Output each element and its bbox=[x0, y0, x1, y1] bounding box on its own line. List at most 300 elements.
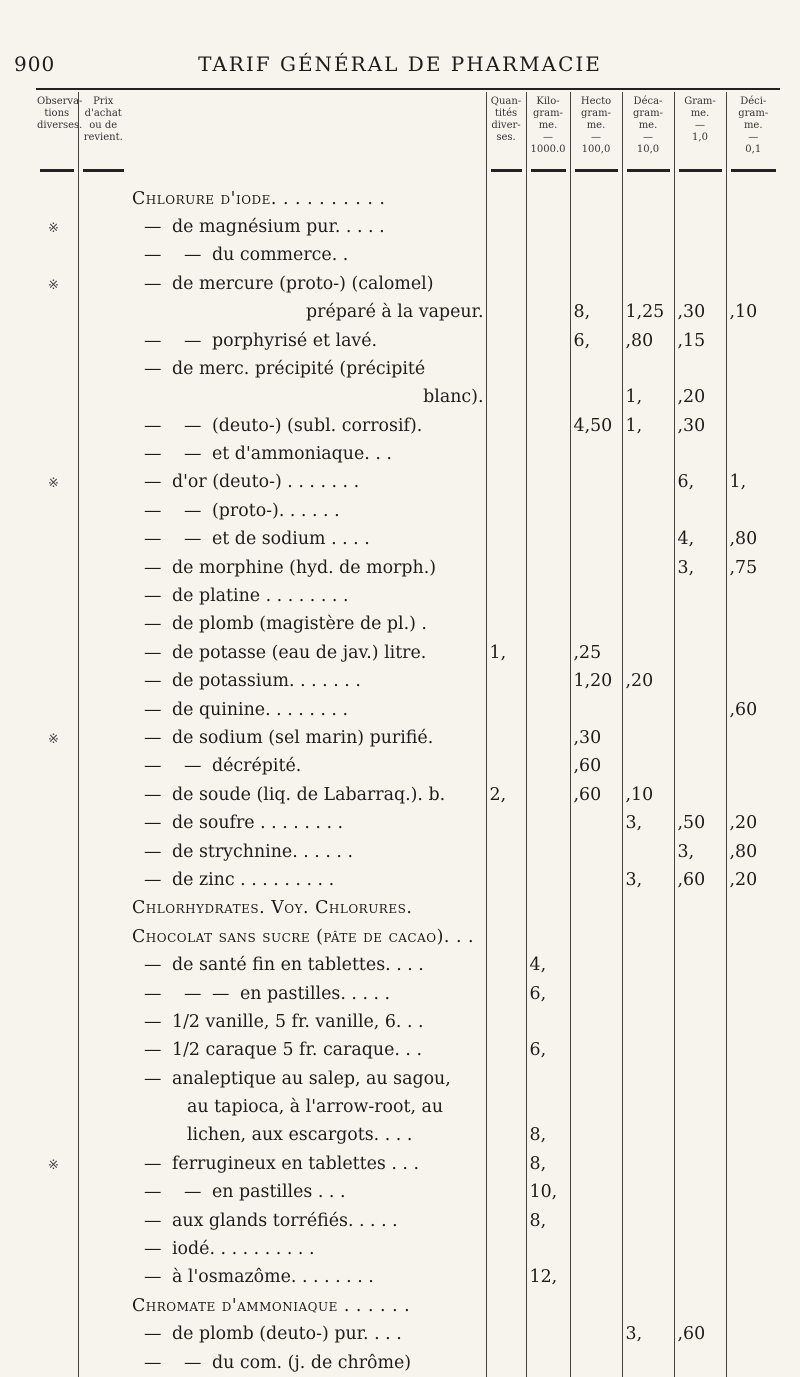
hectogramme-cell bbox=[570, 1036, 622, 1064]
header-rule bbox=[36, 88, 780, 90]
kilogramme-cell bbox=[526, 781, 570, 809]
entry-label: de merc. précipité (précipité bbox=[172, 358, 426, 379]
hectogramme-cell bbox=[570, 270, 622, 298]
decigramme-cell bbox=[726, 667, 780, 695]
designation-cell: — — (proto-). . . . . . bbox=[144, 500, 340, 521]
prix-cell bbox=[78, 1008, 128, 1036]
prix-cell bbox=[78, 298, 128, 326]
quantite-cell bbox=[486, 383, 526, 411]
observation-cell bbox=[36, 525, 78, 553]
kilogramme-cell bbox=[526, 326, 570, 354]
gramme-cell bbox=[674, 1036, 726, 1064]
prix-cell bbox=[78, 1065, 128, 1093]
price-value: 8, bbox=[529, 1210, 547, 1231]
decagramme-cell bbox=[622, 781, 674, 809]
decagramme-cell bbox=[622, 497, 674, 525]
quantite-cell bbox=[486, 923, 526, 951]
designation-cell: — — du com. (j. de chrôme) bbox=[144, 1352, 412, 1373]
prix-cell bbox=[78, 241, 128, 269]
kilogramme-cell bbox=[526, 298, 570, 326]
decagramme-cell bbox=[622, 468, 674, 496]
gramme-cell bbox=[674, 383, 726, 411]
decigramme-cell bbox=[726, 582, 780, 610]
designation-cell: — iodé. . . . . . . . . . bbox=[144, 1239, 315, 1260]
table-row bbox=[36, 383, 780, 411]
prix-cell bbox=[78, 1235, 128, 1263]
decagramme-cell bbox=[622, 1008, 674, 1036]
decagramme-cell bbox=[622, 1206, 674, 1234]
observation-cell bbox=[36, 1263, 78, 1291]
gramme-cell bbox=[674, 923, 726, 951]
kilogramme-cell bbox=[526, 1348, 570, 1376]
gramme-cell bbox=[674, 610, 726, 638]
hectogramme-cell bbox=[570, 752, 622, 780]
designation-cell: — de magnésium pur. . . . . bbox=[144, 216, 385, 237]
observation-cell bbox=[36, 724, 78, 752]
quantite-cell bbox=[486, 610, 526, 638]
designation-cell: — de sodium (sel marin) purifié. bbox=[144, 728, 434, 748]
gramme-cell bbox=[674, 298, 726, 326]
decigramme-cell bbox=[726, 610, 780, 638]
hectogramme-cell bbox=[570, 923, 622, 951]
decagramme-cell bbox=[622, 1348, 674, 1376]
kilogramme-cell bbox=[526, 667, 570, 695]
entry-label: de sodium (sel marin) purifié. bbox=[172, 728, 434, 748]
entry-heading: Chlorhydrates. Voy. Chlorures. bbox=[132, 898, 413, 919]
kilogramme-cell bbox=[526, 752, 570, 780]
designation-cell: — de mercure (proto-) (calomel) bbox=[144, 273, 434, 294]
prix-cell bbox=[78, 497, 128, 525]
decigramme-cell bbox=[726, 809, 780, 837]
table-row bbox=[36, 1235, 780, 1263]
table-row bbox=[36, 582, 780, 610]
decigramme-cell bbox=[726, 1121, 780, 1149]
table-row bbox=[36, 695, 780, 723]
hectogramme-cell bbox=[570, 355, 622, 383]
quantite-cell bbox=[486, 497, 526, 525]
table-row bbox=[36, 752, 780, 780]
entry-label: au tapioca, à l'arrow-root, au bbox=[187, 1097, 444, 1118]
table-row bbox=[36, 951, 780, 979]
designation-cell: — — et de sodium . . . . bbox=[144, 529, 370, 550]
table-row bbox=[36, 553, 780, 581]
col-header-gramme: Gram- me. — 1,0 bbox=[674, 92, 726, 156]
gramme-cell bbox=[674, 1093, 726, 1121]
entry-label: porphyrisé et lavé. bbox=[212, 330, 378, 351]
designation-cell: — ferrugineux en tablettes . . . bbox=[144, 1153, 420, 1174]
table-row bbox=[36, 809, 780, 837]
prix-cell bbox=[78, 326, 128, 354]
price-value: 8, bbox=[529, 1153, 547, 1174]
hectogramme-cell bbox=[570, 1235, 622, 1263]
designation-cell: — de strychnine. . . . . . bbox=[144, 841, 354, 862]
prix-cell bbox=[78, 383, 128, 411]
kilogramme-cell bbox=[526, 355, 570, 383]
price-value: 3, bbox=[625, 1324, 643, 1345]
price-value: 1,25 bbox=[625, 302, 665, 323]
prix-cell bbox=[78, 1093, 128, 1121]
designation-cell: — 1/2 caraque 5 fr. caraque. . . bbox=[144, 1040, 422, 1061]
price-value: ,60 bbox=[573, 756, 602, 777]
decigramme-cell bbox=[726, 724, 780, 752]
entry-label: (proto-). . . . . . bbox=[212, 500, 340, 521]
hectogramme-cell bbox=[570, 241, 622, 269]
designation-cell: — 1/2 vanille, 5 fr. vanille, 6. . . bbox=[144, 1011, 424, 1032]
table-row bbox=[36, 497, 780, 525]
price-value: ,20 bbox=[729, 813, 758, 834]
decigramme-cell bbox=[726, 866, 780, 894]
gramme-cell bbox=[674, 1150, 726, 1178]
prix-cell bbox=[78, 951, 128, 979]
decagramme-cell bbox=[622, 241, 674, 269]
prix-cell bbox=[78, 639, 128, 667]
gramme-cell bbox=[674, 326, 726, 354]
entry-label: iodé. . . . . . . . . . bbox=[172, 1239, 315, 1260]
decigramme-cell bbox=[726, 468, 780, 496]
hectogramme-cell bbox=[570, 724, 622, 752]
column-header-row bbox=[36, 92, 780, 156]
designation-cell: — de plomb (magistère de pl.) . bbox=[144, 614, 427, 635]
observation-cell bbox=[36, 184, 78, 212]
gramme-cell bbox=[674, 270, 726, 298]
prix-cell bbox=[78, 525, 128, 553]
kilogramme-cell bbox=[526, 610, 570, 638]
designation-cell: — — (deuto-) (subl. corrosif). bbox=[144, 415, 423, 436]
entry-heading: Chlorure d'iode. . . . . . . . . . bbox=[132, 188, 386, 209]
observation-cell bbox=[36, 752, 78, 780]
price-value: 6, bbox=[677, 472, 695, 493]
table-row bbox=[36, 1292, 780, 1320]
table-row bbox=[36, 525, 780, 553]
quantite-cell bbox=[486, 639, 526, 667]
price-value: ,50 bbox=[677, 813, 706, 834]
gramme-cell bbox=[674, 1121, 726, 1149]
hectogramme-cell bbox=[570, 1320, 622, 1348]
decigramme-cell bbox=[726, 270, 780, 298]
hectogramme-cell bbox=[570, 440, 622, 468]
hectogramme-cell bbox=[570, 951, 622, 979]
price-value: ,20 bbox=[677, 387, 706, 408]
decagramme-cell bbox=[622, 695, 674, 723]
gramme-cell bbox=[674, 241, 726, 269]
gramme-cell bbox=[674, 667, 726, 695]
prix-cell bbox=[78, 1178, 128, 1206]
decagramme-cell bbox=[622, 1036, 674, 1064]
price-value: 1, bbox=[625, 387, 643, 408]
prix-cell bbox=[78, 440, 128, 468]
decigramme-cell bbox=[726, 1178, 780, 1206]
entry-label: 1/2 vanille, 5 fr. vanille, 6. . . bbox=[172, 1011, 424, 1032]
prix-cell bbox=[78, 667, 128, 695]
decigramme-cell bbox=[726, 1263, 780, 1291]
decigramme-cell bbox=[726, 383, 780, 411]
kilogramme-cell bbox=[526, 213, 570, 241]
price-value: ,75 bbox=[729, 557, 758, 578]
col-header-prix: Prix d'achat ou de revient. bbox=[78, 92, 128, 156]
price-value: 12, bbox=[529, 1267, 558, 1288]
col-header-decigramme: Déci- gram- me. — 0,1 bbox=[726, 92, 780, 156]
observation-cell bbox=[36, 1348, 78, 1376]
gramme-cell bbox=[674, 1263, 726, 1291]
observation-cell bbox=[36, 639, 78, 667]
quantite-cell bbox=[486, 184, 526, 212]
entry-label: de platine . . . . . . . . bbox=[172, 586, 349, 607]
quantite-cell bbox=[486, 213, 526, 241]
observation-cell bbox=[36, 1178, 78, 1206]
hectogramme-cell bbox=[570, 1093, 622, 1121]
kilogramme-cell bbox=[526, 979, 570, 1007]
hectogramme-cell bbox=[570, 1206, 622, 1234]
hectogramme-cell bbox=[570, 894, 622, 922]
prix-cell bbox=[78, 355, 128, 383]
prix-cell bbox=[78, 752, 128, 780]
decagramme-cell bbox=[622, 1178, 674, 1206]
observation-cell bbox=[36, 1121, 78, 1149]
hectogramme-cell bbox=[570, 610, 622, 638]
kilogramme-cell bbox=[526, 468, 570, 496]
entry-heading: Chocolat sans sucre (pâte de cacao). . . bbox=[132, 926, 475, 947]
designation-cell: — de soude (liq. de Labarraq.). b. bbox=[144, 784, 446, 805]
table-row bbox=[36, 1065, 780, 1093]
quantite-cell bbox=[486, 866, 526, 894]
decagramme-cell bbox=[622, 1065, 674, 1093]
designation-cell: — — du commerce. . bbox=[144, 245, 349, 266]
decigramme-cell bbox=[726, 951, 780, 979]
entry-label: en pastilles. . . . . bbox=[240, 983, 391, 1004]
gramme-cell bbox=[674, 1320, 726, 1348]
designation-cell bbox=[128, 1121, 486, 1149]
price-value: 4,50 bbox=[573, 415, 613, 436]
col-header-designation bbox=[128, 92, 486, 156]
col-header-quantites: Quan- tités diver- ses. bbox=[486, 92, 526, 156]
price-value: ,30 bbox=[677, 415, 706, 436]
prix-cell bbox=[78, 894, 128, 922]
designation-cell: — de morphine (hyd. de morph.) bbox=[144, 557, 437, 578]
col-header-hectogramme: Hecto gram- me. — 100,0 bbox=[570, 92, 622, 156]
hectogramme-cell bbox=[570, 866, 622, 894]
gramme-cell bbox=[674, 866, 726, 894]
quantite-cell bbox=[486, 1235, 526, 1263]
sample-mark-icon: ※ bbox=[48, 1157, 59, 1173]
kilogramme-cell bbox=[526, 497, 570, 525]
kilogramme-cell bbox=[526, 1292, 570, 1320]
table-row bbox=[36, 1150, 780, 1178]
price-value: 3, bbox=[677, 557, 695, 578]
observation-cell bbox=[36, 1150, 78, 1178]
decigramme-cell bbox=[726, 241, 780, 269]
designation-cell: — de zinc . . . . . . . . . bbox=[144, 869, 335, 890]
quantite-cell bbox=[486, 582, 526, 610]
entry-label: ferrugineux en tablettes . . . bbox=[172, 1153, 420, 1174]
gramme-cell bbox=[674, 582, 726, 610]
observation-cell bbox=[36, 270, 78, 298]
quantite-cell bbox=[486, 724, 526, 752]
observation-cell bbox=[36, 610, 78, 638]
kilogramme-cell bbox=[526, 923, 570, 951]
kilogramme-cell bbox=[526, 1008, 570, 1036]
sample-mark-icon: ※ bbox=[48, 732, 59, 747]
prix-cell bbox=[78, 1348, 128, 1376]
gramme-cell bbox=[674, 639, 726, 667]
hectogramme-cell bbox=[570, 695, 622, 723]
quantite-cell bbox=[486, 440, 526, 468]
page-title: TARIF GÉNÉRAL DE PHARMACIE bbox=[198, 52, 602, 76]
decigramme-cell bbox=[726, 1150, 780, 1178]
decigramme-cell bbox=[726, 1235, 780, 1263]
designation-cell bbox=[128, 298, 486, 326]
price-value: ,60 bbox=[677, 1324, 706, 1345]
gramme-cell bbox=[674, 724, 726, 752]
kilogramme-cell bbox=[526, 270, 570, 298]
gramme-cell bbox=[674, 1235, 726, 1263]
hectogramme-cell bbox=[570, 383, 622, 411]
entry-label: de plomb (magistère de pl.) . bbox=[172, 614, 427, 635]
decigramme-cell bbox=[726, 639, 780, 667]
gramme-cell bbox=[674, 553, 726, 581]
designation-cell: — de soufre . . . . . . . . bbox=[144, 813, 344, 834]
decigramme-cell bbox=[726, 1348, 780, 1376]
gramme-cell bbox=[674, 979, 726, 1007]
decagramme-cell bbox=[622, 440, 674, 468]
table-row bbox=[36, 724, 780, 752]
observation-cell bbox=[36, 383, 78, 411]
observation-cell bbox=[36, 866, 78, 894]
decagramme-cell bbox=[622, 894, 674, 922]
decagramme-cell bbox=[622, 610, 674, 638]
decigramme-cell bbox=[726, 923, 780, 951]
hectogramme-cell bbox=[570, 1178, 622, 1206]
quantite-cell bbox=[486, 1178, 526, 1206]
quantite-cell bbox=[486, 752, 526, 780]
decigramme-cell bbox=[726, 837, 780, 865]
price-value: ,60 bbox=[729, 699, 758, 720]
observation-cell bbox=[36, 497, 78, 525]
header-bar-row bbox=[36, 156, 780, 184]
kilogramme-cell bbox=[526, 241, 570, 269]
decagramme-cell bbox=[622, 298, 674, 326]
decagramme-cell bbox=[622, 923, 674, 951]
quantite-cell bbox=[486, 1348, 526, 1376]
entry-label: de zinc . . . . . . . . . bbox=[172, 869, 335, 890]
entry-label: décrépité. bbox=[212, 756, 302, 777]
hectogramme-cell bbox=[570, 497, 622, 525]
entry-label: blanc). bbox=[423, 387, 484, 408]
prix-cell bbox=[78, 923, 128, 951]
entry-label: de soude (liq. de Labarraq.). b. bbox=[172, 784, 446, 805]
quantite-cell bbox=[486, 951, 526, 979]
entry-label: d'or (deuto-) . . . . . . . bbox=[172, 472, 360, 493]
price-value: 8, bbox=[529, 1125, 547, 1146]
observation-cell bbox=[36, 979, 78, 1007]
gramme-cell bbox=[674, 440, 726, 468]
price-value: ,80 bbox=[729, 529, 758, 550]
decigramme-cell bbox=[726, 1320, 780, 1348]
quantite-cell bbox=[486, 1093, 526, 1121]
decagramme-cell bbox=[622, 213, 674, 241]
price-value: 10, bbox=[529, 1182, 558, 1203]
observation-cell bbox=[36, 1036, 78, 1064]
gramme-cell bbox=[674, 1206, 726, 1234]
kilogramme-cell bbox=[526, 582, 570, 610]
decagramme-cell bbox=[622, 667, 674, 695]
decagramme-cell bbox=[622, 1121, 674, 1149]
quantite-cell bbox=[486, 1292, 526, 1320]
table-row bbox=[36, 213, 780, 241]
table-row bbox=[36, 866, 780, 894]
prix-cell bbox=[78, 468, 128, 496]
decigramme-cell bbox=[726, 894, 780, 922]
decagramme-cell bbox=[622, 184, 674, 212]
decigramme-cell bbox=[726, 497, 780, 525]
designation-cell bbox=[128, 1093, 486, 1121]
quantite-cell bbox=[486, 809, 526, 837]
col-header-kilogramme: Kilo- gram- me. — 1000.0 bbox=[526, 92, 570, 156]
decigramme-cell bbox=[726, 355, 780, 383]
prix-cell bbox=[78, 1320, 128, 1348]
quantite-cell bbox=[486, 412, 526, 440]
decigramme-cell bbox=[726, 1206, 780, 1234]
quantite-cell bbox=[486, 1008, 526, 1036]
gramme-cell bbox=[674, 894, 726, 922]
price-value: ,10 bbox=[625, 784, 654, 805]
designation-cell: — de potasse (eau de jav.) litre. bbox=[144, 642, 427, 663]
kilogramme-cell bbox=[526, 1093, 570, 1121]
designation-cell bbox=[128, 1292, 486, 1320]
decagramme-cell bbox=[622, 639, 674, 667]
decigramme-cell bbox=[726, 1093, 780, 1121]
prix-cell bbox=[78, 270, 128, 298]
observation-cell bbox=[36, 468, 78, 496]
table-row bbox=[36, 440, 780, 468]
entry-label: du com. (j. de chrôme) bbox=[212, 1352, 412, 1373]
entry-label: aux glands torréfiés. . . . . bbox=[172, 1210, 398, 1231]
decagramme-cell bbox=[622, 525, 674, 553]
hectogramme-cell bbox=[570, 1065, 622, 1093]
price-value: 1,20 bbox=[573, 671, 613, 692]
hectogramme-cell bbox=[570, 1008, 622, 1036]
observation-cell bbox=[36, 1065, 78, 1093]
price-value: 3, bbox=[677, 841, 695, 862]
quantite-cell bbox=[486, 695, 526, 723]
quantite-cell bbox=[486, 894, 526, 922]
entry-label: 1/2 caraque 5 fr. caraque. . . bbox=[172, 1040, 422, 1061]
decigramme-cell bbox=[726, 213, 780, 241]
kilogramme-cell bbox=[526, 1263, 570, 1291]
price-value: ,30 bbox=[677, 302, 706, 323]
table-row bbox=[36, 241, 780, 269]
gramme-cell bbox=[674, 951, 726, 979]
kilogramme-cell bbox=[526, 440, 570, 468]
price-value: ,20 bbox=[729, 869, 758, 890]
gramme-cell bbox=[674, 412, 726, 440]
prix-cell bbox=[78, 1036, 128, 1064]
quantite-cell bbox=[486, 1036, 526, 1064]
decagramme-cell bbox=[622, 1235, 674, 1263]
prix-cell bbox=[78, 809, 128, 837]
price-value: ,80 bbox=[625, 330, 654, 351]
table-row bbox=[36, 1093, 780, 1121]
table-row bbox=[36, 894, 780, 922]
quantite-cell bbox=[486, 1150, 526, 1178]
gramme-cell bbox=[674, 1008, 726, 1036]
designation-cell bbox=[128, 923, 486, 951]
entry-label: de potassium. . . . . . . bbox=[172, 671, 361, 692]
entry-label: analeptique au salep, au sagou, bbox=[172, 1068, 451, 1089]
price-value: ,20 bbox=[625, 671, 654, 692]
entry-label: et de sodium . . . . bbox=[212, 529, 370, 550]
designation-cell: — — décrépité. bbox=[144, 756, 302, 777]
hectogramme-cell bbox=[570, 582, 622, 610]
